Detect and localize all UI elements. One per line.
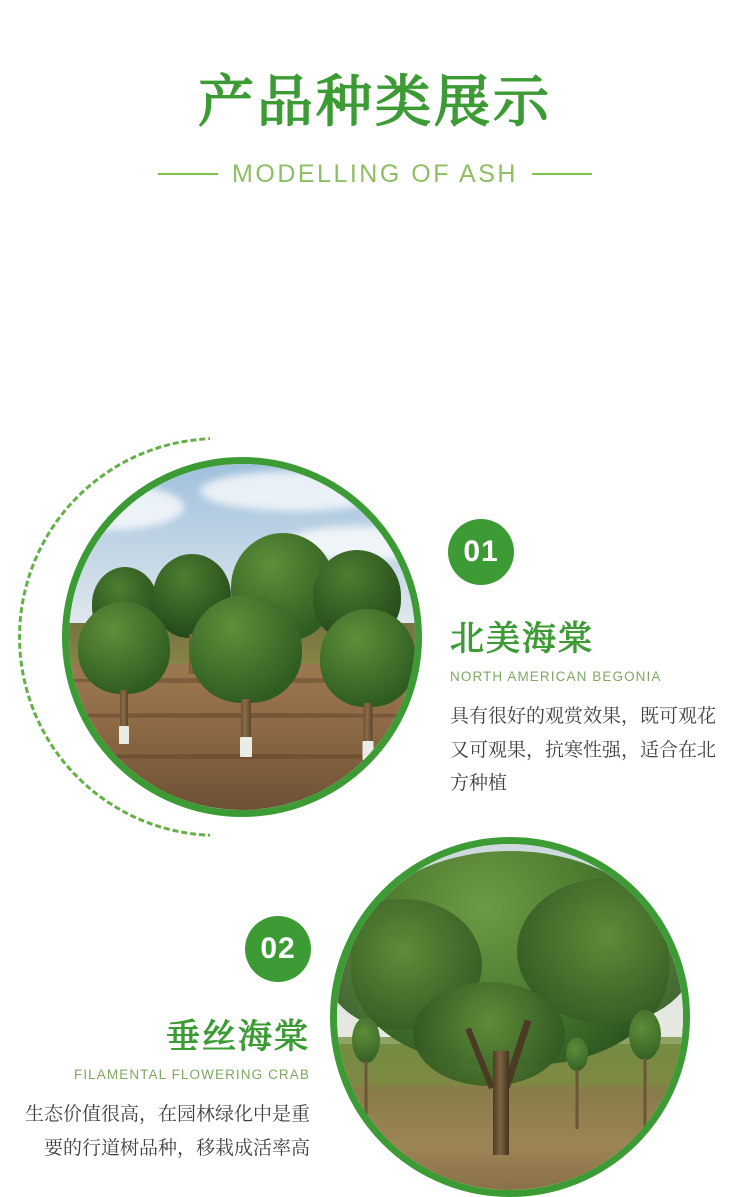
item-number-badge-02: 02 — [245, 916, 311, 982]
item-name-en-01: NORTH AMERICAN BEGONIA — [450, 669, 662, 685]
page-header — [0, 0, 750, 189]
photo-scene-single-tree — [337, 844, 683, 1190]
product-photo-02 — [330, 837, 690, 1197]
item-description-01: 具有很好的观赏效果，既可观花又可观果，抗寒性强，适合在北方种植 — [450, 705, 717, 794]
product-photo-01 — [62, 457, 422, 817]
item-number-badge-01: 01 — [448, 519, 514, 585]
item-name-cn-01: 北美海棠 — [450, 618, 594, 659]
item-text-02 — [10, 1017, 310, 1165]
item-name-en-02: FILAMENTAL FLOWERING CRAB — [73, 1067, 310, 1083]
page-title: 产品种类展示 — [198, 70, 552, 135]
item-text-01 — [450, 619, 718, 801]
page-subtitle-text: MODELLING OF ASH — [232, 159, 518, 188]
photo-scene-orchard — [69, 464, 415, 810]
page-subtitle — [0, 160, 750, 189]
item-name-cn-02: 垂丝海棠 — [166, 1016, 310, 1057]
divider-left — [158, 173, 218, 175]
divider-right — [532, 173, 592, 175]
item-description-02: 生态价值很高，在园林绿化中是重要的行道树品种，移栽成活率高 — [24, 1103, 310, 1159]
